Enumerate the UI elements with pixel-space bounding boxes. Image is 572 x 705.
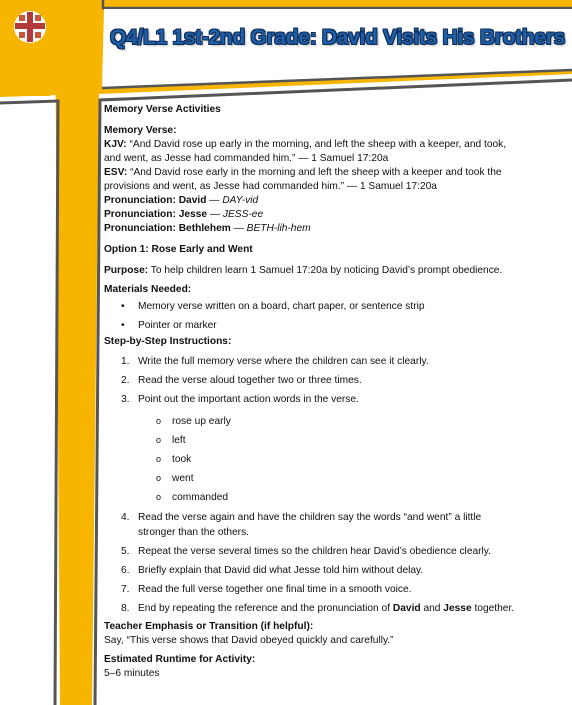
list-item: o rose up early <box>156 416 231 427</box>
option-heading: Option 1: Rose Early and Went <box>104 244 253 255</box>
purpose: Purpose: To help children learn 1 Samuel 17:20a by noticing David’s prompt obedience. <box>104 265 503 276</box>
section-heading: Memory Verse Activities <box>104 104 221 115</box>
runtime-text: 5–6 minutes <box>104 668 160 679</box>
list-item: • Pointer or marker <box>121 320 217 331</box>
page-title: Q4/L1 1st-2nd Grade: David Visits His Brothers <box>110 26 565 49</box>
pronunciation-david: Pronunciation: David — DAY-vid <box>104 195 259 206</box>
memory-verse-label: Memory Verse: <box>104 125 177 136</box>
list-item: • Memory verse written on a board, chart paper, or sentence strip <box>121 301 425 312</box>
list-item: o took <box>156 454 192 465</box>
kjv-verse <box>104 138 564 152</box>
list-item: o went <box>156 473 194 484</box>
materials-list <box>104 297 564 335</box>
list-item: 3. Point out the important action words in the verse. <box>121 394 359 405</box>
emphasis-heading: Teacher Emphasis or Transition (if helpful): <box>104 621 314 632</box>
kjv-text-2: and went, as Jesse had commanded him.” — 1 Samuel 17:20a <box>104 153 389 164</box>
pronunciation-jesse: Pronunciation: Jesse — JESS-ee <box>104 209 264 220</box>
list-item: o commanded <box>156 492 229 503</box>
list-item: 1. Write the full memory verse where the children can see it clearly. <box>121 356 429 367</box>
list-item: 2. Read the verse aloud together two or three times. <box>121 375 362 386</box>
steps-heading: Step-by-Step Instructions: <box>104 336 232 347</box>
esv-label: ESV: <box>104 167 128 178</box>
steps-list <box>104 354 564 407</box>
left-border <box>0 101 58 705</box>
list-item: 7. Read the full verse together one final time in a smooth voice. <box>121 584 412 595</box>
pronunciation-bethlehem: Pronunciation: Bethlehem — BETH-lih-hem <box>104 223 311 234</box>
steps-list-continued <box>104 510 564 616</box>
action-words-list <box>104 412 564 507</box>
list-item: 4. Read the verse again and have the children say the words “and went” a little stronger than the others. <box>121 512 482 538</box>
kjv-text-1: “And David rose up early in the morning, and left the sheep with a keeper, and took, <box>129 139 507 150</box>
emphasis-text: Say, “This verse shows that David obeyed quickly and carefully.” <box>104 635 394 646</box>
list-item: 6. Briefly explain that David did what Jesse told him without delay. <box>121 565 424 576</box>
esv-text-2: provisions and went, as Jesse had commanded him.” — 1 Samuel 17:20a <box>104 181 437 192</box>
runtime-heading: Estimated Runtime for Activity: <box>104 654 256 665</box>
kjv-label: KJV: <box>104 139 127 150</box>
cross-vertical-bar <box>55 0 100 705</box>
cross-emblem-icon <box>12 9 48 45</box>
esv-text-1: “And David rose early in the morning and left the sheep with a keeper and took the <box>130 167 502 178</box>
materials-heading: Materials Needed: <box>104 284 192 295</box>
list-item: 8. End by repeating the reference and the pronunciation of David and Jesse together. <box>121 603 515 614</box>
list-item: 5. Repeat the verse several times so the children hear David’s obedience clearly. <box>121 546 491 557</box>
list-item: o left <box>156 435 186 446</box>
esv-verse <box>104 166 564 180</box>
document-body <box>104 103 564 681</box>
